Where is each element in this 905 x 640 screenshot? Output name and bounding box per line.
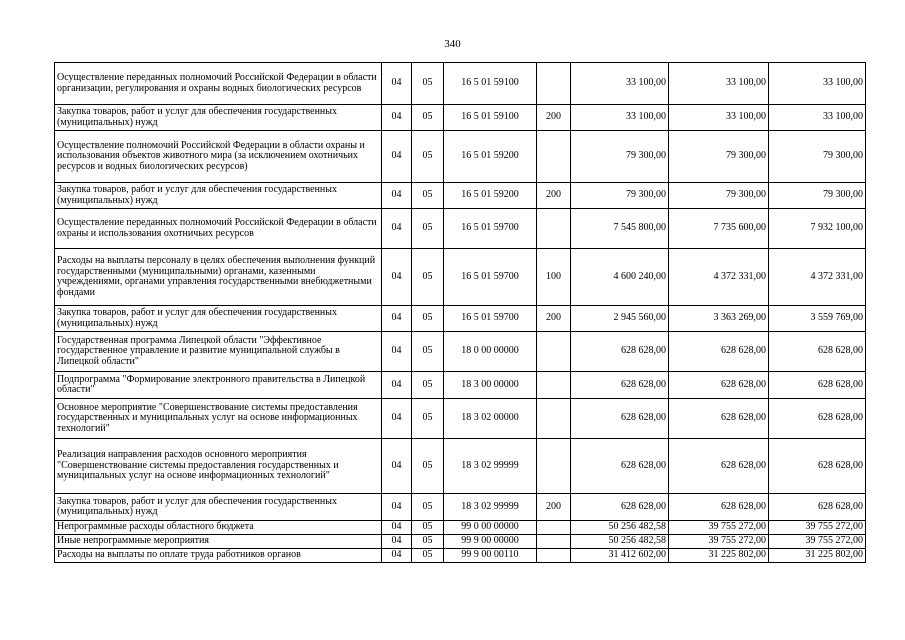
amount-year3-cell: 31 225 802,00 — [769, 549, 866, 563]
expense-type-cell — [537, 549, 571, 563]
target-article-cell: 99 9 00 00110 — [444, 549, 537, 563]
expense-type-cell — [537, 209, 571, 249]
target-article-cell: 16 5 01 59100 — [444, 63, 537, 105]
table-row — [55, 549, 866, 563]
table-row — [55, 439, 866, 494]
target-article-cell: 18 3 00 00000 — [444, 372, 537, 399]
table-row — [55, 494, 866, 521]
expense-type-cell: 200 — [537, 306, 571, 332]
amount-year1-cell: 628 628,00 — [571, 332, 669, 372]
subsection-code-cell: 05 — [412, 332, 444, 372]
expense-name-cell: Осуществление переданных полномочий Российской Федерации в области организации, регулирования и охраны водных биологических ресурсов — [55, 63, 382, 105]
amount-year3-cell: 628 628,00 — [769, 494, 866, 521]
subsection-code-cell: 05 — [412, 209, 444, 249]
section-code-cell: 04 — [382, 439, 412, 494]
target-article-cell: 18 3 02 99999 — [444, 439, 537, 494]
amount-year1-cell: 7 545 800,00 — [571, 209, 669, 249]
expense-name-cell: Расходы на выплаты по оплате труда работников органов — [55, 549, 382, 563]
amount-year1-cell: 2 945 560,00 — [571, 306, 669, 332]
amount-year3-cell: 33 100,00 — [769, 105, 866, 131]
amount-year3-cell: 4 372 331,00 — [769, 249, 866, 306]
amount-year2-cell: 31 225 802,00 — [669, 549, 769, 563]
expense-name-cell: Государственная программа Липецкой области "Эффективное государственное управление и развитие муниципальной службы в Липецкой области" — [55, 332, 382, 372]
amount-year1-cell: 50 256 482,58 — [571, 521, 669, 535]
table-row — [55, 535, 866, 549]
section-code-cell: 04 — [382, 306, 412, 332]
expense-type-cell — [537, 399, 571, 439]
amount-year1-cell: 33 100,00 — [571, 63, 669, 105]
subsection-code-cell: 05 — [412, 439, 444, 494]
expense-type-cell: 200 — [537, 494, 571, 521]
subsection-code-cell: 05 — [412, 372, 444, 399]
amount-year2-cell: 628 628,00 — [669, 332, 769, 372]
expense-name-cell: Осуществление полномочий Российской Федерации в области охраны и использования объектов животного мира (за исключением охотничьих ресурсов и водных биологических ресурсов) — [55, 131, 382, 183]
amount-year2-cell: 628 628,00 — [669, 439, 769, 494]
expense-name-cell: Закупка товаров, работ и услуг для обеспечения государственных (муниципальных) нужд — [55, 494, 382, 521]
expense-type-cell — [537, 521, 571, 535]
expense-type-cell: 100 — [537, 249, 571, 306]
amount-year3-cell: 3 559 769,00 — [769, 306, 866, 332]
amount-year3-cell: 79 300,00 — [769, 131, 866, 183]
target-article-cell: 99 0 00 00000 — [444, 521, 537, 535]
amount-year1-cell: 33 100,00 — [571, 105, 669, 131]
target-article-cell: 16 5 01 59200 — [444, 131, 537, 183]
amount-year2-cell: 33 100,00 — [669, 105, 769, 131]
amount-year1-cell: 79 300,00 — [571, 131, 669, 183]
section-code-cell: 04 — [382, 521, 412, 535]
section-code-cell: 04 — [382, 399, 412, 439]
amount-year1-cell: 4 600 240,00 — [571, 249, 669, 306]
table-row — [55, 183, 866, 209]
amount-year1-cell: 628 628,00 — [571, 494, 669, 521]
section-code-cell: 04 — [382, 105, 412, 131]
expense-name-cell: Непрограммные расходы областного бюджета — [55, 521, 382, 535]
amount-year3-cell: 7 932 100,00 — [769, 209, 866, 249]
amount-year1-cell: 50 256 482,58 — [571, 535, 669, 549]
expense-name-cell: Реализация направления расходов основного мероприятия "Совершенствование системы предоставления государственных и муниципальных услуг на основе информационных технологий" — [55, 439, 382, 494]
expense-type-cell — [537, 372, 571, 399]
amount-year2-cell: 3 363 269,00 — [669, 306, 769, 332]
expense-name-cell: Закупка товаров, работ и услуг для обеспечения государственных (муниципальных) нужд — [55, 105, 382, 131]
expense-name-cell: Расходы на выплаты персоналу в целях обеспечения выполнения функций государственными (муниципальными) органами, казенными учреждениями, органами управления государственными внебюджетными фондами — [55, 249, 382, 306]
expense-name-cell: Основное мероприятие "Совершенствование системы предоставления государственных и муниципальных услуг на основе информационных технологий" — [55, 399, 382, 439]
expense-type-cell — [537, 332, 571, 372]
expense-type-cell — [537, 63, 571, 105]
table-row — [55, 332, 866, 372]
amount-year3-cell: 628 628,00 — [769, 332, 866, 372]
target-article-cell: 16 5 01 59700 — [444, 249, 537, 306]
section-code-cell: 04 — [382, 332, 412, 372]
subsection-code-cell: 05 — [412, 521, 444, 535]
subsection-code-cell: 05 — [412, 494, 444, 521]
expense-type-cell — [537, 535, 571, 549]
table-row — [55, 249, 866, 306]
amount-year3-cell: 628 628,00 — [769, 399, 866, 439]
amount-year3-cell: 628 628,00 — [769, 372, 866, 399]
amount-year3-cell: 33 100,00 — [769, 63, 866, 105]
target-article-cell: 16 5 01 59700 — [444, 306, 537, 332]
target-article-cell: 18 3 02 99999 — [444, 494, 537, 521]
table-row — [55, 521, 866, 535]
amount-year2-cell: 33 100,00 — [669, 63, 769, 105]
expense-name-cell: Закупка товаров, работ и услуг для обеспечения государственных (муниципальных) нужд — [55, 306, 382, 332]
table-row — [55, 399, 866, 439]
amount-year1-cell: 628 628,00 — [571, 372, 669, 399]
table-body — [55, 63, 866, 563]
subsection-code-cell: 05 — [412, 63, 444, 105]
expense-type-cell: 200 — [537, 105, 571, 131]
expense-type-cell — [537, 439, 571, 494]
amount-year1-cell: 79 300,00 — [571, 183, 669, 209]
amount-year2-cell: 7 735 600,00 — [669, 209, 769, 249]
amount-year2-cell: 79 300,00 — [669, 183, 769, 209]
amount-year1-cell: 628 628,00 — [571, 399, 669, 439]
target-article-cell: 18 3 02 00000 — [444, 399, 537, 439]
section-code-cell: 04 — [382, 63, 412, 105]
expense-name-cell: Осуществление переданных полномочий Российской Федерации в области охраны и использования охотничьих ресурсов — [55, 209, 382, 249]
subsection-code-cell: 05 — [412, 105, 444, 131]
amount-year2-cell: 628 628,00 — [669, 494, 769, 521]
target-article-cell: 16 5 01 59100 — [444, 105, 537, 131]
amount-year2-cell: 79 300,00 — [669, 131, 769, 183]
amount-year2-cell: 39 755 272,00 — [669, 521, 769, 535]
subsection-code-cell: 05 — [412, 549, 444, 563]
subsection-code-cell: 05 — [412, 249, 444, 306]
expense-name-cell: Иные непрограммные мероприятия — [55, 535, 382, 549]
amount-year3-cell: 628 628,00 — [769, 439, 866, 494]
subsection-code-cell: 05 — [412, 306, 444, 332]
section-code-cell: 04 — [382, 131, 412, 183]
section-code-cell: 04 — [382, 372, 412, 399]
amount-year3-cell: 79 300,00 — [769, 183, 866, 209]
target-article-cell: 99 9 00 00000 — [444, 535, 537, 549]
table-row — [55, 209, 866, 249]
subsection-code-cell: 05 — [412, 183, 444, 209]
subsection-code-cell: 05 — [412, 399, 444, 439]
amount-year2-cell: 4 372 331,00 — [669, 249, 769, 306]
expense-name-cell: Закупка товаров, работ и услуг для обеспечения государственных (муниципальных) нужд — [55, 183, 382, 209]
expense-type-cell — [537, 131, 571, 183]
amount-year1-cell: 31 412 602,00 — [571, 549, 669, 563]
target-article-cell: 16 5 01 59700 — [444, 209, 537, 249]
table-row — [55, 131, 866, 183]
amount-year1-cell: 628 628,00 — [571, 439, 669, 494]
subsection-code-cell: 05 — [412, 535, 444, 549]
section-code-cell: 04 — [382, 549, 412, 563]
section-code-cell: 04 — [382, 535, 412, 549]
section-code-cell: 04 — [382, 494, 412, 521]
amount-year2-cell: 628 628,00 — [669, 372, 769, 399]
subsection-code-cell: 05 — [412, 131, 444, 183]
amount-year2-cell: 39 755 272,00 — [669, 535, 769, 549]
section-code-cell: 04 — [382, 249, 412, 306]
section-code-cell: 04 — [382, 209, 412, 249]
amount-year3-cell: 39 755 272,00 — [769, 535, 866, 549]
budget-table — [54, 62, 866, 563]
expense-type-cell: 200 — [537, 183, 571, 209]
expense-name-cell: Подпрограмма "Формирование электронного правительства в Липецкой области" — [55, 372, 382, 399]
page-number: 340 — [444, 38, 461, 50]
table-row — [55, 105, 866, 131]
table-row — [55, 372, 866, 399]
table-row — [55, 306, 866, 332]
section-code-cell: 04 — [382, 183, 412, 209]
target-article-cell: 16 5 01 59200 — [444, 183, 537, 209]
table-row — [55, 63, 866, 105]
target-article-cell: 18 0 00 00000 — [444, 332, 537, 372]
amount-year3-cell: 39 755 272,00 — [769, 521, 866, 535]
amount-year2-cell: 628 628,00 — [669, 399, 769, 439]
